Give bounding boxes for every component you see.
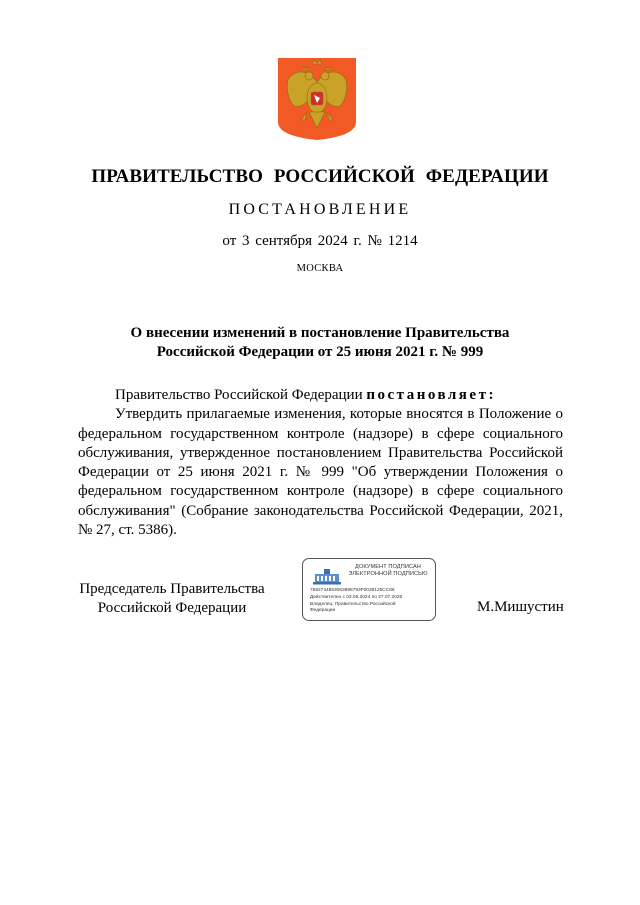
resolution-verb: постановляет: <box>366 387 496 403</box>
body-text <box>78 386 563 540</box>
city: МОСКВА <box>296 263 344 274</box>
resolution-paragraph: Утвердить прилагаемые изменения, которые вносятся в Положение о федеральном государственном контроле (надзоре) в сфере социального обслуживания, утвержденное постановлением Правительства Российской Федерации от 25 июня 2021 г. № 999 "Об утверждении Положения о федеральном государственном контроле (надзоре) в сфере социального обслуживания" (Собрание законодательства Российской Федерации, 2021, № 27, ст. 5386). <box>78 406 563 539</box>
stamp-title <box>343 564 433 578</box>
stamp-serial: 7682744853063896793F0038125CC86 <box>310 588 395 593</box>
coat-of-arms-icon <box>276 56 358 142</box>
stamp-title-line-2: ЭЛЕКТРОННОЙ ПОДПИСЬЮ <box>348 571 428 577</box>
resolution-intro-text: Правительство Российской Федерации <box>115 387 367 403</box>
signatory-position-line-2: Российской Федерации <box>97 600 247 616</box>
subject-line-1: О внесении изменений в постановление Правительства <box>130 325 510 341</box>
subject-heading <box>0 324 640 362</box>
stamp-title-line-1: ДОКУМЕНТ ПОДПИСАН <box>355 564 421 570</box>
date-and-number: от 3 сентября 2024 г. № 1214 <box>222 233 418 249</box>
stamp-validity: Действителен с 03.05.2024 по 27.07.2025 <box>310 595 403 600</box>
document-type: ПОСТАНОВЛЕНИЕ <box>228 201 412 218</box>
subject-line-2: Российской Федерации от 25 июня 2021 г. № 999 <box>156 344 484 360</box>
signatory-position <box>72 580 272 618</box>
signatory-name: М.Мишустин <box>477 599 564 615</box>
signatory-position-line-1: Председатель Правительства <box>79 581 265 597</box>
resolution-intro <box>78 386 563 405</box>
government-building-icon <box>312 568 342 585</box>
stamp-owner-line-2: Федерации <box>310 608 336 613</box>
electronic-signature-stamp <box>302 558 436 621</box>
government-title: ПРАВИТЕЛЬСТВО РОССИЙСКОЙ ФЕДЕРАЦИИ <box>91 166 549 187</box>
stamp-owner-line-1: Владелец: Правительство Российской <box>310 602 396 607</box>
